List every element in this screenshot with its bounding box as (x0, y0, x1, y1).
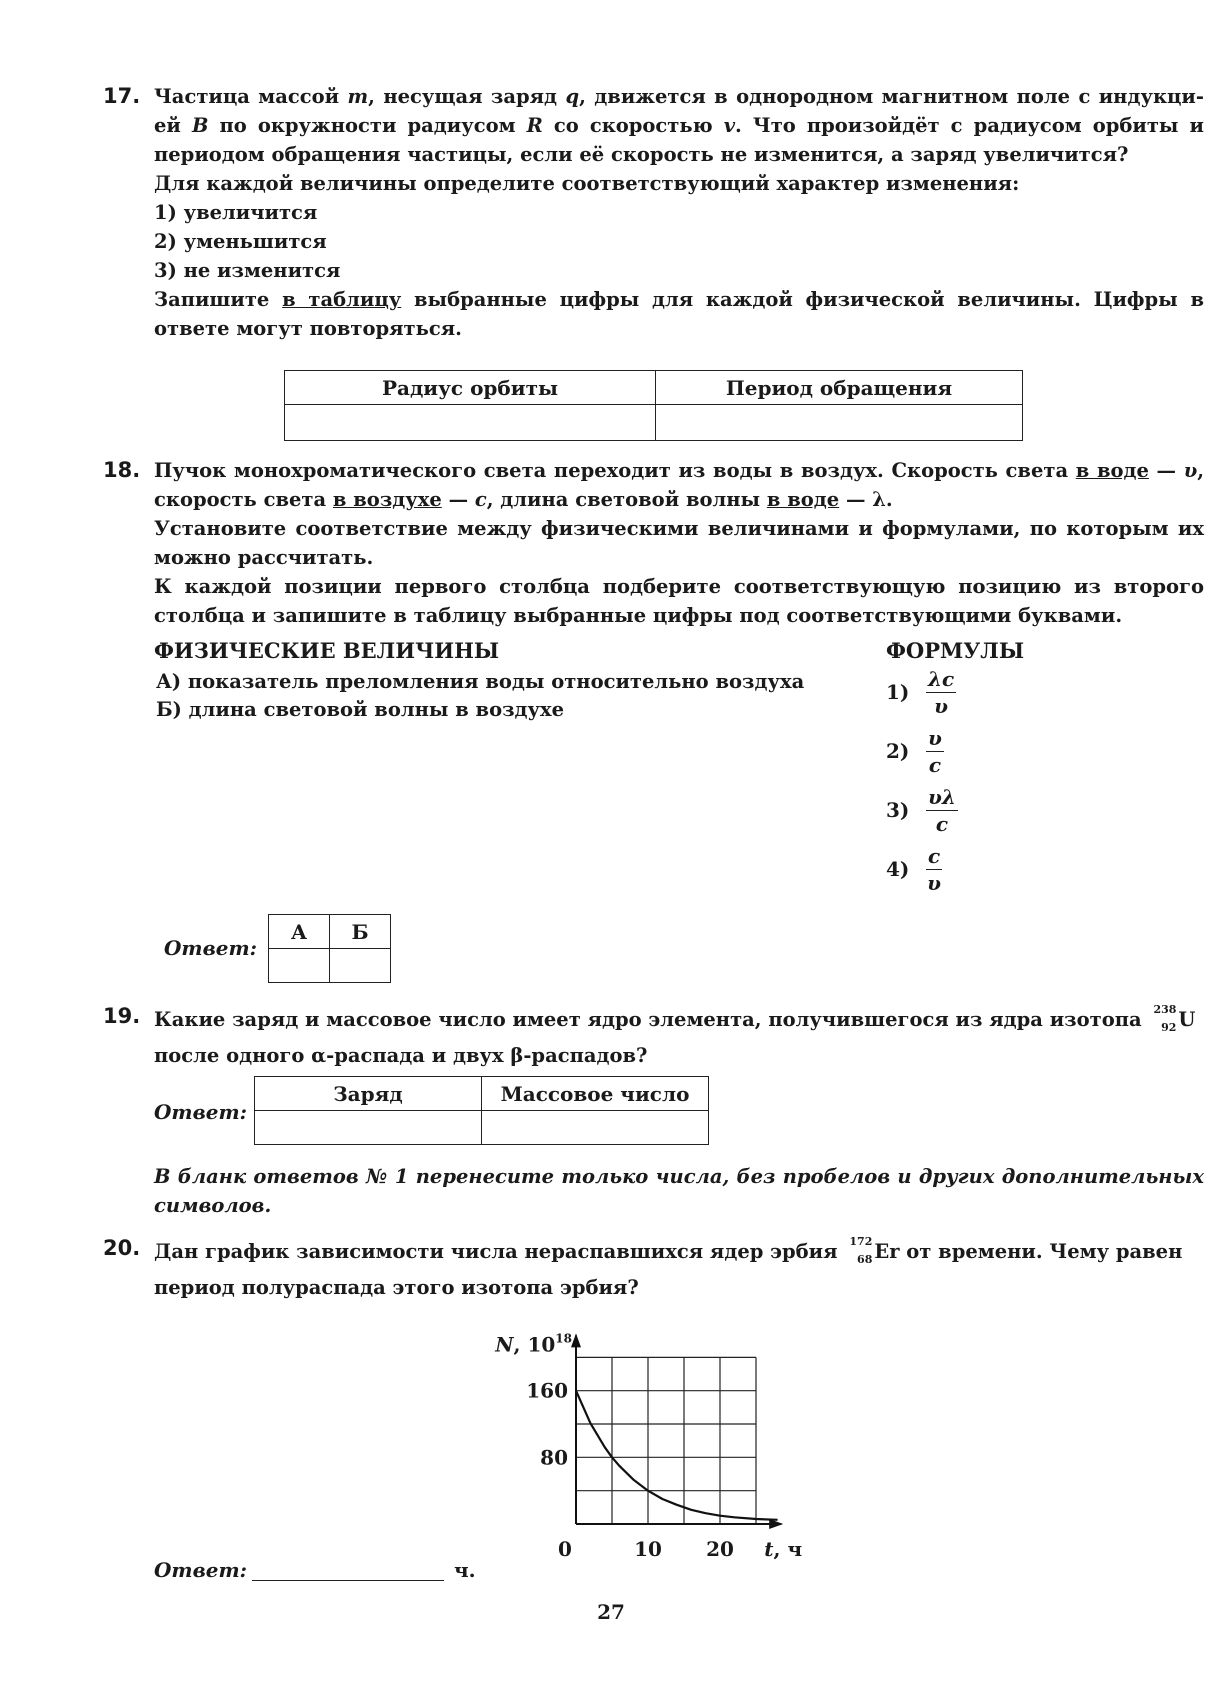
chart-grid (576, 1357, 756, 1524)
x-tick-label: 10 (634, 1537, 662, 1561)
question-20-number: 20. (103, 1236, 141, 1260)
page-number: 27 (597, 1600, 625, 1624)
question-17-number: 17. (103, 84, 141, 108)
q19-header-charge: Заряд (255, 1077, 482, 1111)
q18-header-a: А (269, 915, 330, 949)
y-tick-label: 160 (526, 1378, 568, 1403)
y-tick-label: 80 (540, 1445, 568, 1470)
q18-item-b: Б) длина световой волны в воздухе (156, 698, 565, 721)
q18-header-b: Б (330, 915, 391, 949)
q19-statement-line-2: после одного α-распада и двух β-распадов? (154, 1044, 648, 1067)
q19-answer-mass-cell[interactable] (482, 1111, 709, 1145)
question-17 (154, 82, 1204, 343)
q19-answer-charge-cell[interactable] (255, 1111, 482, 1145)
x-tick-label: 0 (558, 1537, 572, 1561)
q20-answer-unit: ч. (454, 1558, 476, 1582)
q18-answer-table (268, 914, 391, 983)
chart-series (576, 1391, 778, 1520)
q17-option-2: 2) уменьшится (154, 230, 327, 253)
q17-answer-period-cell[interactable] (656, 405, 1023, 441)
q19-header-mass-number: Массовое число (482, 1077, 709, 1111)
q19-answer-label: Ответ: (154, 1100, 247, 1124)
question-18-number: 18. (103, 458, 141, 482)
q20-answer-line[interactable] (252, 1580, 444, 1581)
x-axis-label: t, ч (764, 1537, 803, 1561)
q18-answer-label: Ответ: (164, 936, 257, 960)
question-19-number: 19. (103, 1004, 141, 1028)
uranium-isotope: 238 92 (1153, 1003, 1177, 1034)
q17-option-3: 3) не изменится (154, 259, 341, 282)
y-axis-label: N, $10^{18}$ (495, 1331, 572, 1357)
x-tick-label: 20 (706, 1537, 734, 1561)
exam-page: 17. Частица массой m, несущая заряд q, движется в однородном магнитном поле с индукци-ей B по окружности радиусом R со скоростью v. Что произойдёт с радиусом орбиты и периодом обращения частицы, если её скорость не изменится, а заряд увеличится? Для каждой величины определите соответствующий характер изменения: 1) увеличится 2) уменьшится 3) не изменится Запишите в таблицу выбранные цифры для каждой физической величины. Цифры в ответе могут повторяться. Радиус орбиты Период обращения 18. Пучок монохроматического света переходит из воды в воздух. Скорость света в воде — υ, скорость света в воздухе — c, длина световой волны в воде — λ. Установите соответствие между физическими величинами и формулами, по которым их можно рассчитать. К каждой позиции первого столбца подберите соответствующую позицию из второго столбца и запишите в таблицу выбранные цифры под соответствующими буквами. ФИЗИЧЕСКИЕ ВЕЛИЧИНЫ ФОРМУЛЫ А) показатель преломления воды относительно воздуха Б) длина световой волны в воздухе 1) $\frac{\lambda c}{\upsilon}$ 2) $\frac{\upsilon}{c}$ 3) $\frac{\upsilon\lambda}{c}$ 4) $\frac{c}{\upsilon}$ Ответ: А Б 19. Какие заряд и массовое число имеет ядро элемента, получившегося из ядра изотопа 238 92 U после одного α-распада и двух β-распадов? Ответ: Заряд Массовое число В бланк ответов № 1 перенесите только числа, без пробелов и других дополнительных символов. 20. Дан график зависимости числа нераспавшихся ядер эрбия 172 68 Er от времени. Чему равен период полураспада этого изотопа эрбия? 80 160 0 10 20 N, $10^{18}$ t, ч Ответ: ч. 27 (0, 0, 1222, 1706)
q19-statement-line-1: Какие заряд и массовое число имеет ядро элемента, получившегося из ядра изотопа 238 92 U (154, 1003, 1196, 1034)
q17-header-period: Период обращения (656, 371, 1023, 405)
y-axis-arrow (571, 1333, 581, 1347)
q17-answer-table (284, 370, 1023, 441)
q17-write-instruction: Запишите в таблицу выбранные цифры для каждой физической величины. Цифры в ответе могут повторяться. (154, 288, 1205, 340)
q18-answer-a-cell[interactable] (269, 949, 330, 983)
q18-paragraph-2: Установите соответствие между физическими величинами и формулами, по которым их можно рассчитать. (154, 517, 1204, 569)
q17-header-radius: Радиус орбиты (285, 371, 656, 405)
q18-col1-header: ФИЗИЧЕСКИЕ ВЕЛИЧИНЫ (154, 638, 500, 663)
q18-statement: Пучок монохроматического света переходит из воды в воздух. Скорость света в воде — υ, скорость света в воздухе — c, длина световой волны в воде — λ. (154, 459, 1205, 511)
decay-curve (576, 1391, 778, 1520)
q17-option-1: 1) увеличится (154, 201, 318, 224)
q18-paragraph-3: К каждой позиции первого столбца подберите соответствующую позицию из второго столбца и запишите в таблицу выбранные цифры под соответствующими буквами. (154, 575, 1204, 627)
q18-item-a: А) показатель преломления воды относительно воздуха (156, 670, 805, 693)
q19-answer-table (254, 1076, 709, 1145)
question-19 (154, 1002, 1204, 1074)
question-20 (154, 1234, 1204, 1306)
q18-answer-b-cell[interactable] (330, 949, 391, 983)
q17-statement: Частица массой m, несущая заряд q, движется в однородном магнитном поле с индукци-ей B по окружности радиусом R со скоростью v. Что произойдёт с радиусом орбиты и периодом обращения частицы, если её скорость не изменится, а заряд увеличится? (154, 85, 1204, 166)
q18-col2-header: ФОРМУЛЫ (886, 638, 1025, 663)
q20-statement: Дан график зависимости числа нераспавшихся ядер эрбия 172 68 Er от времени. Чему равен период полураспада этого изотопа эрбия? (154, 1235, 1183, 1299)
chart-axes (571, 1333, 783, 1529)
erbium-isotope: 172 68 (849, 1235, 873, 1266)
q19-note: В бланк ответов № 1 перенесите только числа, без пробелов и других дополнительных символов. (154, 1165, 1204, 1217)
q17-instruction: Для каждой величины определите соответствующий характер изменения: (154, 172, 1020, 195)
decay-chart (470, 1308, 840, 1578)
q20-answer-label: Ответ: (154, 1558, 247, 1582)
question-18 (154, 456, 1204, 630)
q17-answer-radius-cell[interactable] (285, 405, 656, 441)
